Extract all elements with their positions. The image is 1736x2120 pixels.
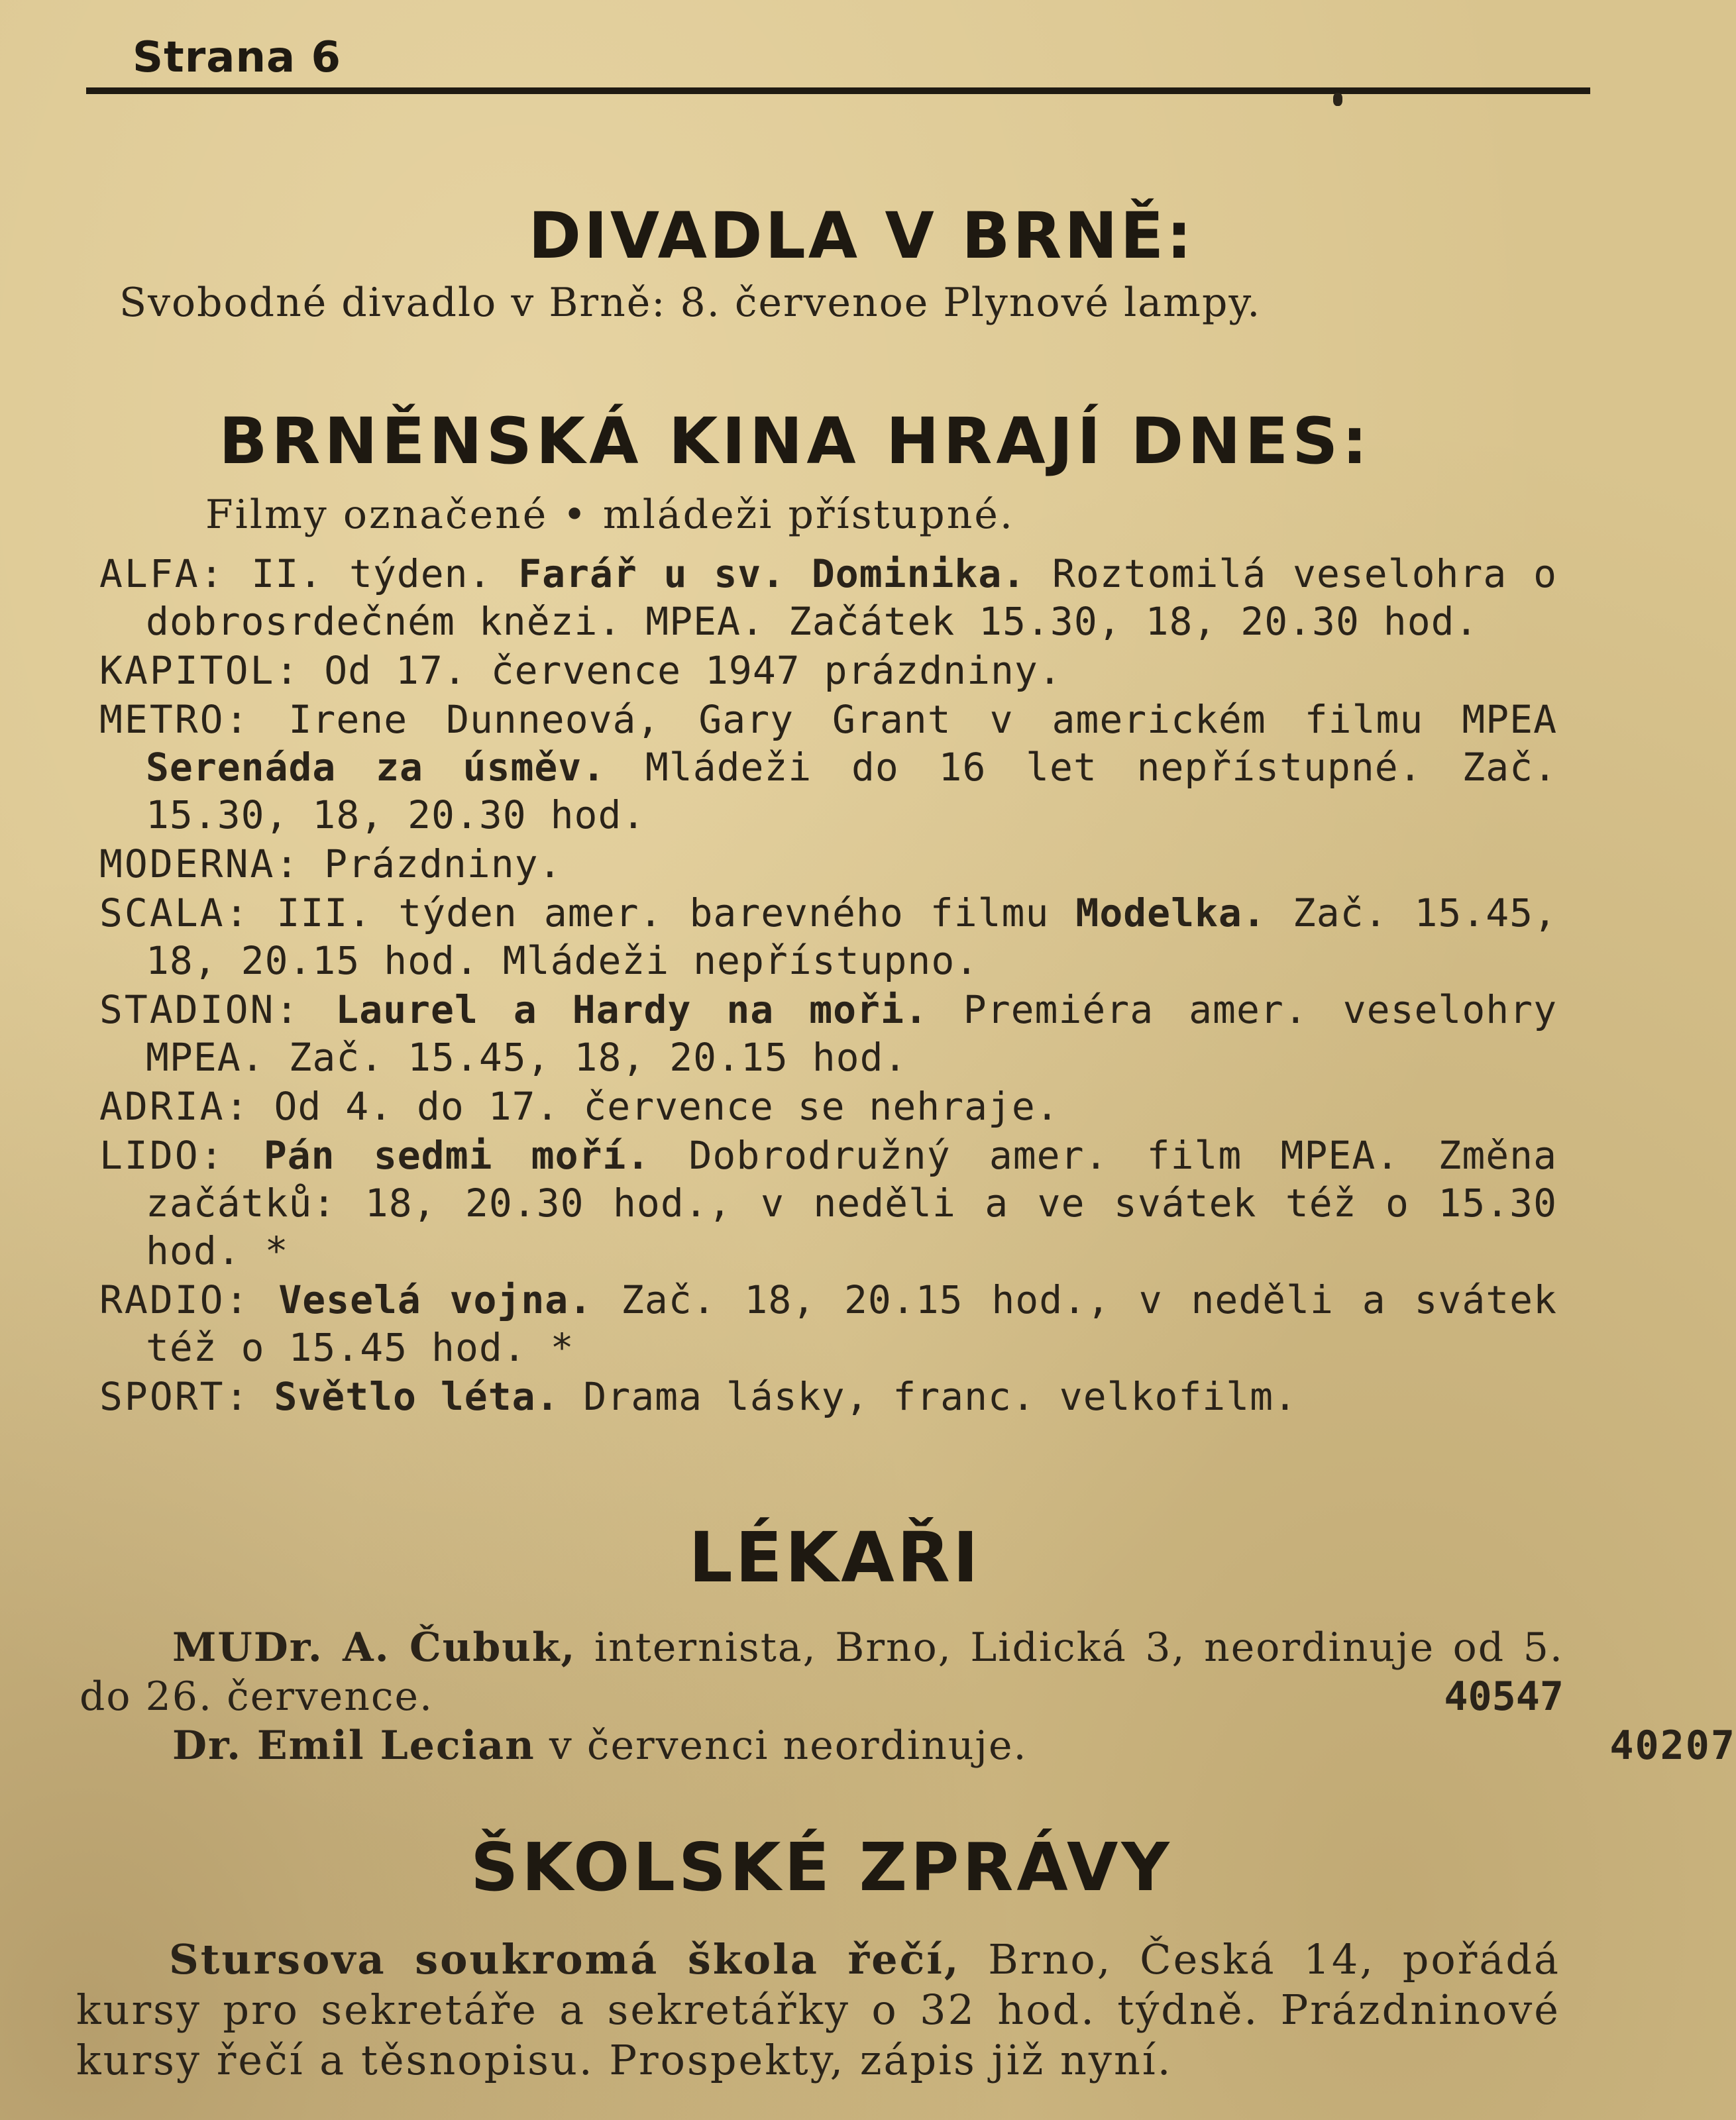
cinema-details: Dobrodružný amer. film MPEA. Změna začátků: 18, 20.30 hod., v neděli a ve svátek též o 15.30 hod. * <box>146 1133 1557 1273</box>
cinema-name: KAPITOL: <box>99 648 301 693</box>
school-text: Brno, Česká 14, pořádá kursy pro sekretáře a sekretářky o 32 hod. týdně. Prázdninové kursy řečí a těsnopisu. Prospekty, zápis již nyní. <box>76 1935 1560 2084</box>
doctor-entry <box>80 1721 1736 1770</box>
school-notice <box>76 1934 1560 2086</box>
film-title: Veselá vojna. <box>278 1277 593 1322</box>
cinema-info: Irene Dunneová, Gary Grant v americkém filmu MPEA <box>288 697 1558 742</box>
cinema-details: Drama lásky, franc. velkofilm. <box>583 1374 1297 1419</box>
film-title: Farář u sv. Dominika. <box>518 551 1026 596</box>
cinema-name: ALFA: <box>99 551 225 596</box>
cinema-name: STADION: <box>99 987 301 1032</box>
cinema-name: METRO: <box>99 697 250 742</box>
film-title: Světlo léta. <box>274 1374 560 1419</box>
cinema-info: III. týden amer. barevného filmu <box>276 890 1050 935</box>
film-title: Laurel a Hardy na moři. <box>335 987 928 1032</box>
cinema-listings <box>99 550 1557 1422</box>
doctors-heading: LÉKAŘI <box>688 1517 981 1598</box>
cinema-details: Mládeži do 16 let nepřístupné. Zač. 15.30, 18, 20.30 hod. <box>146 745 1557 837</box>
cinema-entry <box>99 647 1557 694</box>
doctor-phone: 40547 <box>1444 1673 1564 1720</box>
doctor-name: Dr. Emil Lecian <box>172 1722 535 1769</box>
doctor-phone: 40207 <box>1609 1722 1736 1769</box>
cinema-entry <box>99 1276 1557 1371</box>
school-name: Stursova soukromá škola řečí, <box>169 1935 961 1984</box>
doctor-text: v červenci neordinuje. <box>549 1722 1028 1769</box>
page-number: Strana 6 <box>133 33 341 82</box>
cinema-info: Prázdniny. <box>324 841 563 886</box>
theatres-text: Svobodné divadlo v Brně: 8. červenoe Plynové lampy. <box>119 280 1262 326</box>
cinema-name: LIDO: <box>99 1133 225 1178</box>
cinema-entry <box>99 889 1557 984</box>
school-heading: ŠKOLSKÉ ZPRÁVY <box>470 1828 1173 1906</box>
cinema-name: RADIO: <box>99 1277 250 1322</box>
film-title: Modelka. <box>1075 890 1266 935</box>
cinema-info: Od 4. do 17. července se nehraje. <box>274 1084 1059 1129</box>
film-title: Serenáda za úsměv. <box>146 745 606 790</box>
doctor-name: MUDr. A. Čubuk, <box>172 1624 576 1671</box>
doctor-entry <box>80 1623 1564 1721</box>
cinema-info: Od 17. července 1947 prázdniny. <box>324 648 1062 693</box>
cinema-name: SPORT: <box>99 1374 250 1419</box>
doctors-list <box>80 1623 1736 1770</box>
cinema-name: MODERNA: <box>99 841 301 886</box>
cinema-entry <box>99 1373 1557 1420</box>
cinema-details: Zač. 18, 20.15 hod., v neděli a svátek též o 15.45 hod. * <box>146 1277 1557 1370</box>
header-rule <box>86 87 1590 94</box>
cinemas-note: Filmy označené • mládeži přístupné. <box>205 492 1014 538</box>
cinema-name: ADRIA: <box>99 1084 250 1129</box>
cinema-entry <box>99 1132 1557 1275</box>
doctor-text: internista, Brno, Lidická 3, neordinuje od 5. do 26. července. <box>80 1624 1564 1720</box>
cinema-details: Premiéra amer. veselohry MPEA. Zač. 15.45, 18, 20.15 hod. <box>146 987 1557 1080</box>
cinema-entry <box>99 986 1557 1081</box>
cinema-name: SCALA: <box>99 890 250 935</box>
ink-speck <box>1333 93 1342 106</box>
cinema-details: Roztomilá veselohra o dobrosrdečném knězi. MPEA. Začátek 15.30, 18, 20.30 hod. <box>146 551 1557 644</box>
cinema-details: Zač. 15.45, 18, 20.15 hod. Mládeži nepřístupno. <box>146 890 1558 983</box>
cinema-entry <box>99 840 1557 888</box>
cinema-entry <box>99 550 1557 645</box>
film-title: Pán sedmi moří. <box>263 1133 651 1178</box>
theatres-heading: DIVADLA V BRNĚ: <box>528 199 1195 273</box>
cinema-info: II. týden. <box>251 551 492 596</box>
cinemas-heading: BRNĚNSKÁ KINA HRAJÍ DNES: <box>219 404 1372 478</box>
cinema-entry <box>99 696 1557 839</box>
cinema-entry <box>99 1083 1557 1130</box>
